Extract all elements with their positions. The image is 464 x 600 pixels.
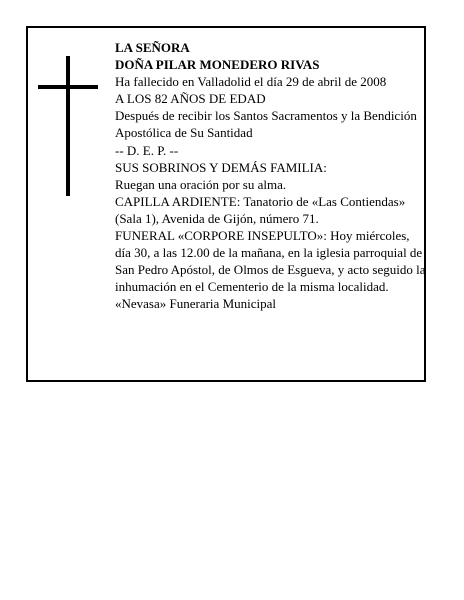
funeral-line: FUNERAL «CORPORE INSEPULTO»: Hoy miércoles, día 30, a las 12.00 de la mañana, en la iglesia parroquial de San Pedro Apóstol, de Olmos de Esgueva, y acto seguido la inhumación en el Cementerio de la misma localidad.	[115, 228, 426, 295]
obituary-notice	[26, 26, 426, 382]
family-line: SUS SOBRINOS Y DEMÁS FAMILIA:	[115, 159, 327, 175]
prayer-line: Ruegan una oración por su alma.	[115, 176, 287, 192]
notice-text	[115, 39, 427, 313]
funeral-home-line: «Nevasa» Funeraria Municipal	[115, 296, 277, 312]
cross-vertical-bar	[66, 56, 70, 196]
age-line: A LOS 82 AÑOS DE EDAD	[115, 91, 266, 107]
chapel-line: CAPILLA ARDIENTE: Tanatorio de «Las Contiendas» (Sala 1), Avenida de Gijón, número 71.	[115, 193, 406, 226]
title-line: LA SEÑORA	[115, 40, 190, 55]
cross-horizontal-bar	[38, 85, 98, 89]
dep-line: -- D. E. P. --	[115, 142, 179, 158]
death-line: Ha fallecido en Valladolid el día 29 de abril de 2008	[115, 74, 387, 90]
deceased-name: DOÑA PILAR MONEDERO RIVAS	[115, 57, 320, 73]
sacraments-line: Después de recibir los Santos Sacramentos y la Bendición Apostólica de Su Santidad	[115, 108, 417, 141]
